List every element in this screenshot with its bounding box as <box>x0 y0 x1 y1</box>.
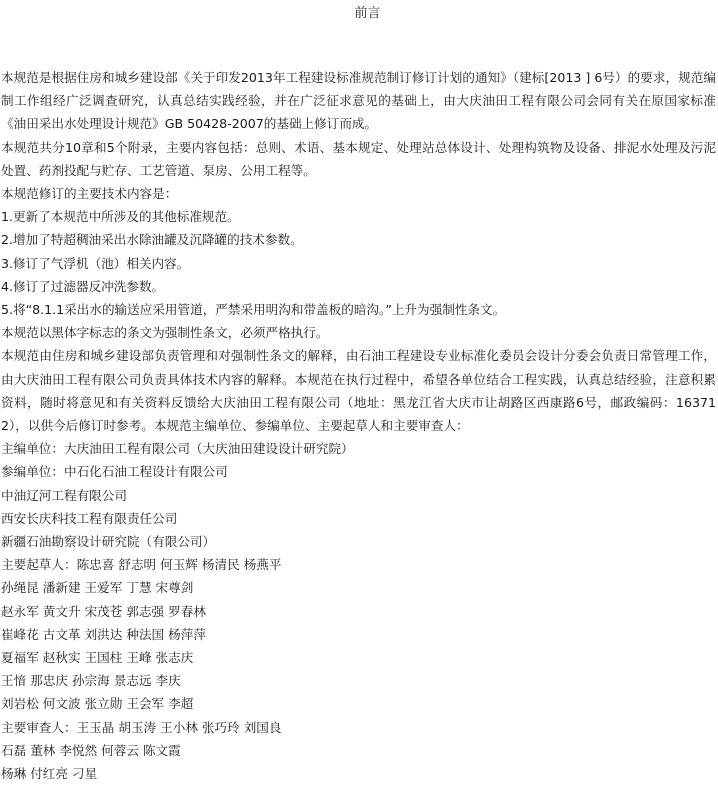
participating-unit: 参编单位：中石化石油工程设计有限公司 <box>1 464 228 480</box>
revision-item-5: 5.将“8.1.1采出水的输送应采用管道，严禁采用明沟和带盖板的暗沟。”上升为强制性条文。 <box>1 302 506 318</box>
paragraph-mandatory: 本规范以黑体字标志的条文为强制性条文，必须严格执行。 <box>1 325 329 341</box>
document-title: 前言 <box>354 6 381 21</box>
chief-editor-unit: 主编单位：大庆油田工程有限公司（大庆油田建设设计研究院） <box>1 441 354 457</box>
revision-item-1: 1.更新了本规范中所涉及的其他标准规范。 <box>1 209 240 225</box>
reviewers-line-3: 杨琳 付红亮 刁星 <box>1 766 98 782</box>
drafters-line-4: 崔峰花 古文革 刘洪达 种法国 杨萍萍 <box>1 626 206 642</box>
revision-item-3: 3.修订了气浮机（池）相关内容。 <box>1 255 190 271</box>
paragraph-contents: 本规范共分10章和5个附录，主要内容包括：总则、术语、基本规定、处理站总体设计、处理构筑物及设备、排泥水处理及污泥处置、药剂投配与贮存、工艺管道、泵房、公用工程等。 <box>1 139 716 178</box>
paragraph-basis: 本规范是根据住房和城乡建设部《关于印发2013年工程建设标准规范制订修订计划的通知》（建标[2013 ] 6号）的要求，规范编制工作组经广泛调查研究，认真总结实践经验，并在广泛征求意见的基础上，由大庆油田工程有限公司会同有关在原国家标准《油田采出水处理设计规范》GB 50428-2007的基础上修订而成。 <box>1 70 716 132</box>
participating-unit-4: 新疆石油勘察设计研究院（有限公司） <box>1 534 216 550</box>
participating-unit-2: 中油辽河工程有限公司 <box>1 487 127 503</box>
participating-unit-3: 西安长庆科技工程有限责任公司 <box>1 510 178 526</box>
paragraph-revision-intro: 本规范修订的主要技术内容是： <box>1 186 178 202</box>
reviewers-line-2: 石磊 董林 李悦然 何蓉云 陈文霞 <box>1 742 181 758</box>
revision-item-2: 2.增加了特超稠油采出水除油罐及沉降罐的技术参数。 <box>1 232 303 248</box>
drafters-line-2: 孙绳昆 潘新建 王爱军 丁慧 宋尊剑 <box>1 580 194 596</box>
drafters-line-5: 夏福军 赵秋实 王国柱 王峰 张志庆 <box>1 650 194 666</box>
drafters-line-6: 王愔 那忠庆 孙宗海 景志远 李庆 <box>1 673 181 689</box>
document-body <box>1 66 716 785</box>
revision-item-4: 4.修订了过滤器反冲洗参数。 <box>1 278 165 294</box>
paragraph-management: 本规范由住房和城乡建设部负责管理和对强制性条文的解释，由石油工程建设专业标准化委员会设计分委会负责日常管理工作，由大庆油田工程有限公司负责具体技术内容的解释。本规范在执行过程中，希望各单位结合工程实践，认真总结经验，注意积累资料，随时将意见和有关资料反馈给大庆油田工程有限公司（地址：黑龙江省大庆市让胡路区西康路6号，邮政编码：163712），以供今后修订时参考。本规范主编单位、参编单位、主要起草人和主要审查人： <box>1 348 716 434</box>
drafters-line-7: 刘岩松 何文波 张立勋 王会军 李超 <box>1 696 194 712</box>
reviewers-line-1: 主要审查人：王玉晶 胡玉涛 王小林 张巧玲 刘国良 <box>1 719 282 735</box>
drafters-line-3: 赵永军 黄文升 宋茂苍 郭志强 罗春林 <box>1 603 206 619</box>
drafters-line-1: 主要起草人：陈忠喜 舒志明 何玉辉 杨清民 杨燕平 <box>1 557 282 573</box>
